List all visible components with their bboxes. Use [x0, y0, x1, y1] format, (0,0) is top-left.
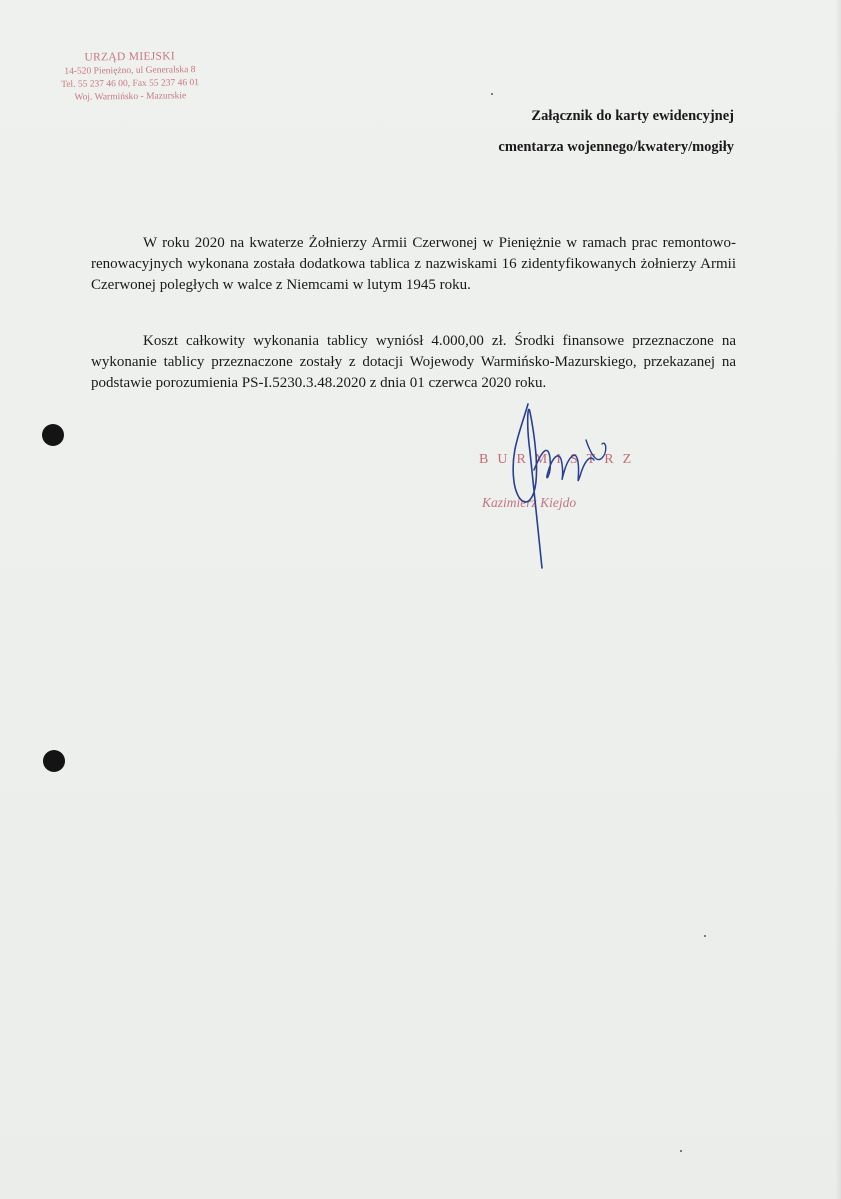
attachment-title-line-2: cmentarza wojennego/kwatery/mogiły — [498, 139, 734, 155]
paper-speck — [704, 935, 706, 937]
punch-hole-bottom — [43, 750, 65, 772]
stamp-line-3: Tel. 55 237 46 00, Fax 55 237 46 01 — [61, 78, 200, 90]
punch-hole-top — [42, 424, 64, 446]
paper-speck — [680, 1150, 682, 1152]
handwritten-signature — [490, 392, 620, 572]
attachment-title-line-1: Załącznik do karty ewidencyjnej — [531, 108, 734, 124]
signature-title-stamp: BURMISTRZ — [479, 452, 641, 467]
stamp-line-1: URZĄD MIEJSKI — [84, 50, 176, 64]
signatory-name-stamp: Kazimierz Kiejdo — [482, 495, 577, 510]
stamp-line-4: Woj. Warmińsko - Mazurskie — [74, 91, 187, 103]
paragraph-1-text: W roku 2020 na kwaterze Żołnierzy Armii Czerwonej w Pieniężnie w ramach prac remontowo-renowacyjnych wykonana została dodatkowa tablica z nazwiskami 16 zidentyfikowanych żołnierzy Armii Czerwonej poległych w walce z Niemcami w lutym 1945 roku. — [91, 235, 736, 293]
body-paragraph-2 — [91, 331, 736, 394]
office-stamp — [30, 49, 231, 106]
page-edge-shadow — [835, 0, 841, 1199]
body-paragraph-1 — [91, 233, 736, 296]
paper-speck — [491, 93, 493, 95]
paragraph-2-text: Koszt całkowity wykonania tablicy wyniósł 4.000,00 zł. Środki finansowe przeznaczone na wykonanie tablicy przeznaczone zostały z dotacji Wojewody Warmińsko-Mazurskiego, przekazanej na podstawie porozumienia PS-I.5230.3.48.2020 z dnia 01 czerwca 2020 roku. — [91, 333, 736, 391]
stamp-line-2: 14-520 Pieniężno, ul Generalska 8 — [64, 65, 196, 77]
